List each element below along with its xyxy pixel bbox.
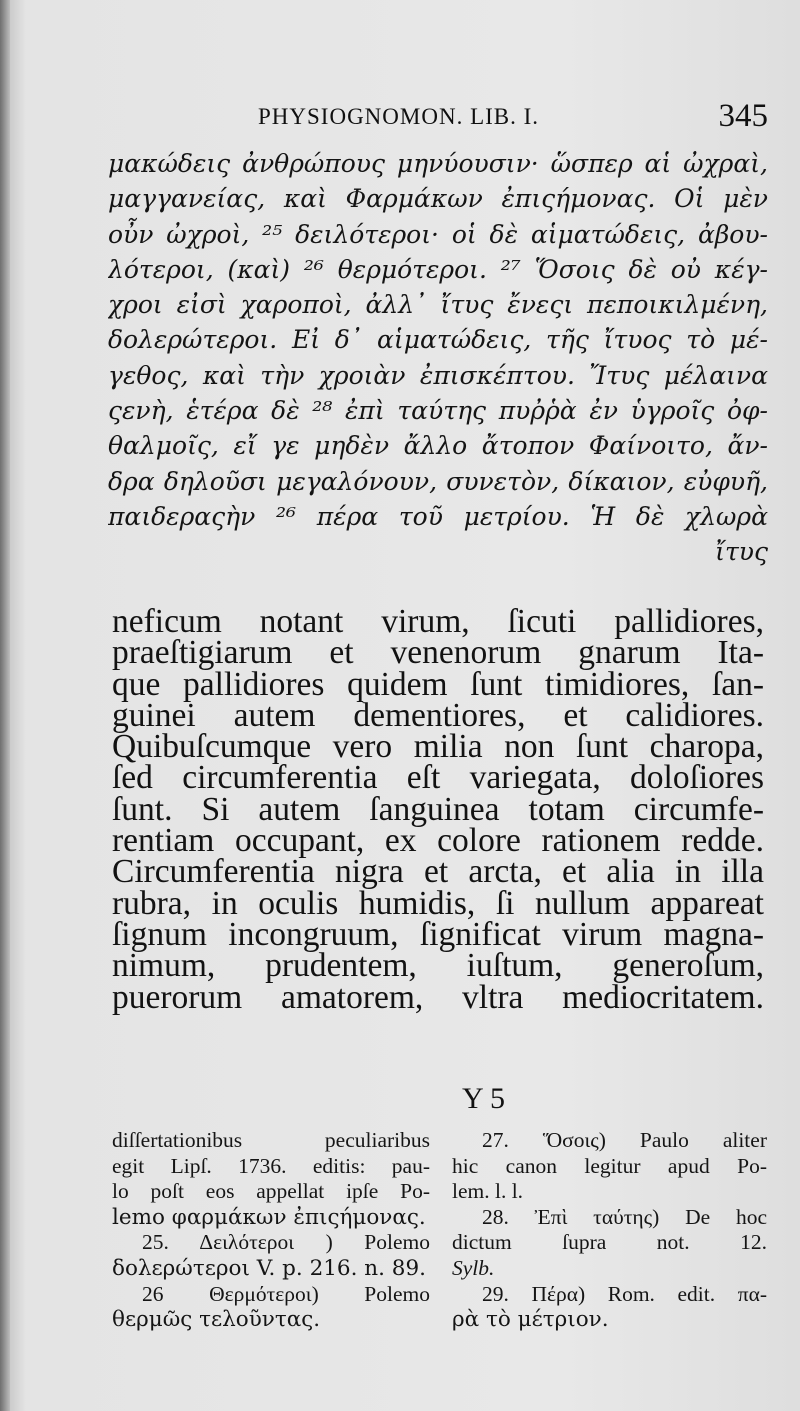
latin-line: rubra, in oculis humidis, ſi nullum appareat <box>112 884 764 922</box>
footnote-line: lemo φαρμάκων ἐπιςήμονας. <box>112 1204 426 1230</box>
footnote-line: lem. l. l. <box>452 1179 524 1204</box>
greek-catchword: ἴτυς <box>715 537 768 567</box>
latin-line: ſed circumferentia eſt variegata, doloſiores <box>112 759 764 797</box>
greek-line: μακώδεις ἀνθρώπους μηνύουσιν· ὥσπερ αἱ ὠχραὶ, <box>108 149 768 178</box>
footnotes-left-column <box>112 1128 430 1333</box>
footnote-line: ρὰ τὸ μέτριον. <box>452 1307 609 1333</box>
greek-line: οὖν ὠχροὶ, ²⁵ δειλότεροι· οἱ δὲ αἱματώδεις, ἀβου- <box>108 219 768 249</box>
footnote-line: egit Lipſ. 1736. editis: pau- <box>112 1153 430 1178</box>
footnote-line: diſſertationibus peculiaribus <box>112 1128 430 1152</box>
latin-line: ſunt. Si autem ſanguinea totam circumfe- <box>112 790 764 828</box>
footnotes-right-column <box>452 1128 767 1333</box>
greek-line: παιδεραςὴν ²⁶ πέρα τοῦ μετρίου. Ἡ δὲ χλωρὰ <box>108 501 768 531</box>
footnote-line: hic canon legitur apud Po- <box>452 1153 767 1178</box>
footnote-line: lo poſt eos appellat ipſe Po- <box>112 1179 430 1204</box>
latin-line: que pallidiores quidem ſunt timidiores, ſan- <box>112 665 764 703</box>
running-title: PHYSIOGNOMON. LIB. I. <box>258 104 540 129</box>
footnote-line: 27. Ὅσοις) Paulo aliter <box>482 1128 767 1152</box>
latin-line: Quibuſcumque vero milia non ſunt charopa, <box>112 728 764 766</box>
greek-line: γεθος, καὶ τὴν χροιὰν ἐπισκέπτου. Ἴτυς μέλαινα <box>108 360 768 390</box>
latin-line: praeſtigiarum et venenorum gnarum Ita- <box>112 634 764 672</box>
greek-line: χροι εἰσὶ χαροποὶ, ἀλλ᾽ ἴτυς ἔνεςι πεποικιλμένη, <box>108 290 768 320</box>
greek-line: μαγγανείας, καὶ Φαρμάκων ἐπιςήμονας. Οἱ μὲν <box>108 184 768 214</box>
signature-mark: Y 5 <box>462 1082 506 1115</box>
latin-line: nimum, prudentem, iuſtum, generoſum, <box>112 947 764 985</box>
greek-text-block <box>108 146 768 570</box>
footnote-line: 29. Πέρα) Rom. edit. πα- <box>482 1281 767 1306</box>
latin-line: neficum notant virum, ſicuti pallidiores, <box>112 603 764 640</box>
footnote-line: dictum ſupra not. 12. <box>452 1230 767 1255</box>
latin-line: rentiam occupant, ex colore rationem redde. <box>112 822 764 860</box>
greek-line: λότεροι, (καὶ) ²⁶ θερμότεροι. ²⁷ Ὅσοις δὲ οὐ κέγ- <box>108 254 768 284</box>
greek-line: δρα δηλοῦσι μεγαλόνουν, συνετὸν, δίκαιον, εὐφυῆ, <box>108 466 768 496</box>
footnote-line: 28. Ἐπὶ ταύτης) De hoc <box>482 1204 767 1229</box>
footnote-line: Sylb. <box>452 1255 495 1280</box>
latin-text-block <box>112 603 764 1016</box>
footnote-line: 26 Θερμότεροι) Polemo <box>142 1281 430 1306</box>
latin-line: Circumferentia nigra et arcta, et alia in illa <box>112 853 764 891</box>
page-number: 345 <box>718 98 768 134</box>
latin-line: guinei autem dementiores, et calidiores. <box>112 696 764 734</box>
footnote-line: 25. Δειλότεροι ) Polemo <box>142 1230 430 1255</box>
greek-line: ςενὴ, ἑτέρα δὲ ²⁸ ἐπὶ ταύτης πυῤῥὰ ἐν ὑγροῖς ὀφ- <box>108 396 768 426</box>
latin-line: ſignum incongruum, ſignificat virum magna- <box>112 915 764 953</box>
running-head <box>108 98 768 138</box>
spine-shadow <box>0 0 10 1411</box>
footnote-line: δολερώτεροι V. p. 216. n. 89. <box>112 1255 426 1281</box>
greek-line: δολερώτεροι. Εἰ δ᾽ αἱματώδεις, τῆς ἴτυος τὸ μέ- <box>108 325 768 355</box>
footnote-line: θερμῶς τελοῦντας. <box>112 1307 321 1333</box>
greek-line: θαλμοῖς, εἴ γε μηδὲν ἄλλο ἄτοπον Φαίνοιτο, ἄν- <box>108 431 768 461</box>
latin-line: puerorum amatorem, vltra mediocritatem. <box>112 978 764 1016</box>
